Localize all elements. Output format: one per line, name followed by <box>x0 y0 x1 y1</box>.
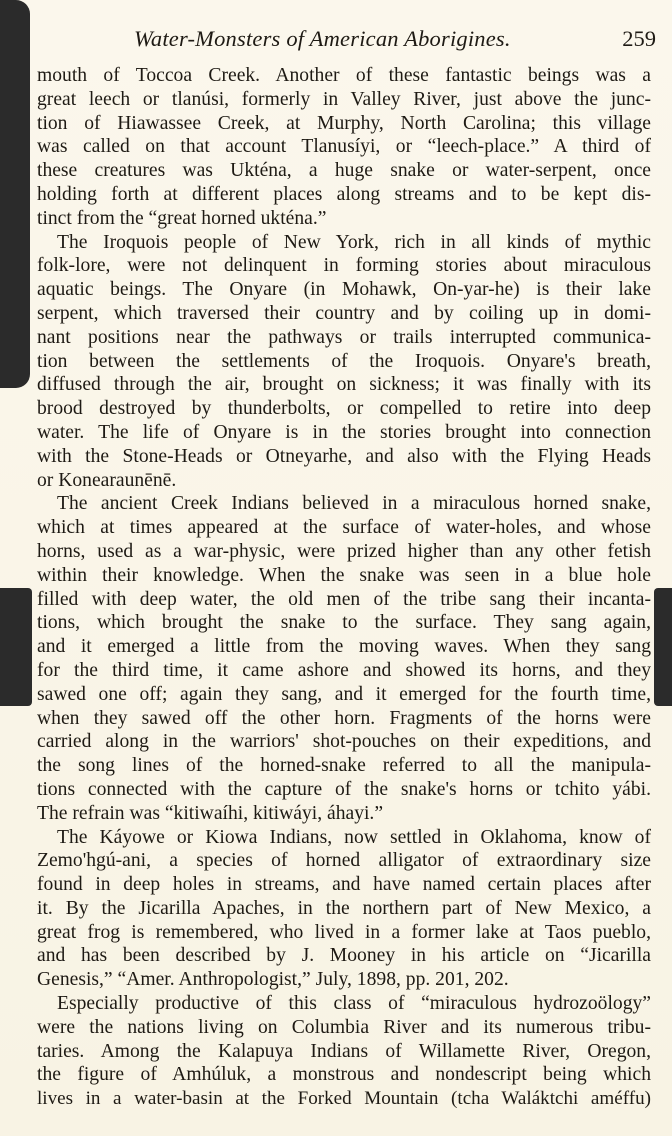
text-line: serpent, which traversed their country and by coiling up in domi- <box>37 302 651 324</box>
text-line: or Konearaunēnē. <box>37 469 177 491</box>
text-line: tions, which brought the snake to the surface. They sang again, <box>37 612 651 634</box>
text-line: for the third time, it came ashore and showed its horns, and they <box>37 659 651 681</box>
text-line: was called on that account Tlanusíyi, or “leech-place.” A third of <box>37 136 651 158</box>
text-line: with the Stone-Heads or Otneyarhe, and also with the Flying Heads <box>37 445 651 467</box>
text-line: The Iroquois people of New York, rich in all kinds of mythic <box>57 231 651 253</box>
text-line: these creatures was Ukténa, a huge snake or water-serpent, once <box>37 160 651 182</box>
text-line: diffused through the air, brought on sickness; it was finally with its <box>37 374 651 396</box>
text-line: the figure of Amhúluk, a monstrous and nondescript being which <box>37 1064 651 1086</box>
text-line: Genesis,” “Amer. Anthropologist,” July, 1898, pp. 201, 202. <box>37 969 509 991</box>
text-line: it. By the Jicarilla Apaches, in the northern part of New Mexico, a <box>37 897 651 919</box>
text-line: Zemo'hgú-ani, a species of horned alligator of extraordinary size <box>37 850 651 872</box>
page-number: 259 <box>622 26 656 51</box>
text-line: aquatic beings. The Onyare (in Mohawk, On-yar-he) is their lake <box>37 279 651 301</box>
text-line: brood destroyed by thunderbolts, or compelled to retire into deep <box>37 398 651 420</box>
text-line: when they sawed off the other horn. Fragments of the horns were <box>37 707 651 729</box>
text-line: filled with deep water, the old men of the tribe sang their incanta- <box>37 588 651 610</box>
text-line: tions connected with the capture of the snake's horns or tchito yábi. <box>37 778 651 800</box>
text-line: taries. Among the Kalapuya Indians of Willamette River, Oregon, <box>37 1040 651 1062</box>
text-line: and it emerged a little from the moving waves. When they sang <box>37 636 651 658</box>
text-line: tion of Hiawassee Creek, at Murphy, North Carolina; this village <box>37 112 651 134</box>
text-line: which at times appeared at the surface of water-holes, and whose <box>37 517 651 539</box>
text-line: the song lines of the horned-snake referred to all the manipula- <box>37 755 651 777</box>
text-line: within their knowledge. When the snake was seen in a blue hole <box>37 564 651 586</box>
text-line: The Káyowe or Kiowa Indians, now settled in Oklahoma, know of <box>57 826 651 848</box>
text-line: carried along in the warriors' shot-pouches on their expeditions, and <box>37 731 651 753</box>
text-line: tinct from the “great horned ukténa.” <box>37 207 327 229</box>
text-line: The ancient Creek Indians believed in a miraculous horned snake, <box>57 493 651 515</box>
body-text <box>37 64 651 1111</box>
reader-edge-tab-right <box>654 588 672 706</box>
text-line: were the nations living on Columbia River and its numerous tribu- <box>37 1016 651 1038</box>
text-line: mouth of Toccoa Creek. Another of these fantastic beings was a <box>37 65 651 86</box>
text-line: The refrain was “kitiwaíhi, kitiwáyi, áhayi.” <box>37 802 384 824</box>
text-line: tion between the settlements of the Iroquois. Onyare's breath, <box>37 350 651 372</box>
text-line: folk-lore, were not delinquent in forming stories about miraculous <box>37 255 651 277</box>
text-line: and has been described by J. Mooney in his article on “Jicarilla <box>37 945 651 967</box>
running-title: Water-Monsters of American Aborigines. <box>134 26 511 51</box>
text-line: great frog is remembered, who lived in a former lake at Taos pueblo, <box>37 921 651 943</box>
page-header <box>134 26 656 60</box>
text-line: nant positions near the pathways or trails interrupted communica- <box>37 326 651 348</box>
reader-edge-tab-left <box>0 588 32 706</box>
reader-edge-tab-top <box>0 0 30 388</box>
text-line: horns, used as a war-physic, were prized higher than any other fetish <box>37 540 651 562</box>
text-line: holding forth at different places along streams and to be kept dis- <box>37 183 651 205</box>
text-line: Especially productive of this class of “miraculous hydrozoölogy” <box>57 993 651 1015</box>
text-line: water. The life of Onyare is in the stories brought into connection <box>37 421 651 443</box>
text-line: lives in a water-basin at the Forked Mountain (tcha Waláktchi améffu) <box>37 1088 651 1110</box>
text-line: sawed one off; again they sang, and it emerged for the fourth time, <box>37 683 651 705</box>
text-line: found in deep holes in streams, and have named certain places after <box>37 874 651 896</box>
text-line: great leech or tlanúsi, formerly in Valley River, just above the junc- <box>37 88 651 110</box>
